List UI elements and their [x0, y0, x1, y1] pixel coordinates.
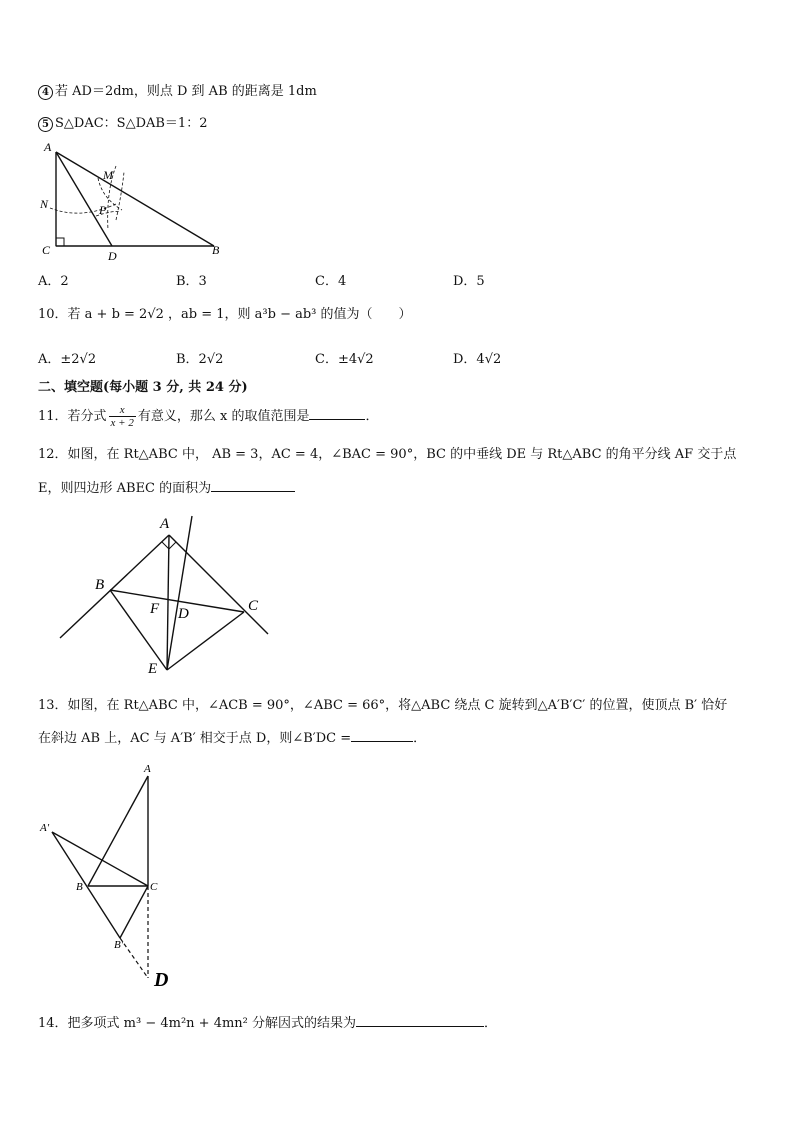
q9-figure: [36, 136, 236, 266]
q12-label-d: D: [178, 606, 189, 622]
q9-item-4-text: 若 AD＝2dm，则点 D 到 AB 的距离是 1dm: [55, 84, 317, 99]
q9-label-a: A: [44, 140, 52, 154]
q11-end: ．: [365, 409, 379, 424]
q9-label-m: M: [103, 168, 113, 182]
q13-label-b: B: [76, 881, 83, 893]
q13-end: ．: [413, 731, 427, 746]
q9-item-4: [38, 83, 317, 101]
q9-option-d[interactable]: D．5: [453, 274, 485, 289]
q12-line-2: [38, 479, 295, 498]
q9-item-5: [38, 115, 207, 133]
q11-denominator: x + 2: [110, 417, 134, 429]
q9-label-n: N: [40, 197, 49, 211]
q13-answer-blank[interactable]: [351, 729, 413, 742]
q13-line-2-text: 在斜边 AB 上，AC 与 A′B′ 相交于点 D，则∠B′DC =: [38, 731, 352, 746]
q12-label-e: E: [148, 661, 158, 677]
q11-numerator: x: [109, 404, 136, 417]
q9-option-a[interactable]: A．2: [38, 274, 69, 289]
q13-line-2: [38, 729, 426, 748]
q11: [38, 404, 378, 430]
q13-figure: [36, 758, 196, 992]
q11-answer-blank[interactable]: [309, 407, 365, 420]
circled-number: 4: [38, 85, 53, 100]
q14-text: 14．把多项式 m³ − 4m²n + 4mn² 分解因式的结果为: [38, 1016, 357, 1031]
q14-end: ．: [484, 1016, 498, 1031]
q12-label-c: C: [248, 598, 259, 614]
q10-option-a[interactable]: A．±2√2: [38, 352, 97, 367]
q10-option-d[interactable]: D．4√2: [453, 352, 502, 367]
q9-item-5-text: S△DAC：S△DAB＝1：2: [55, 116, 208, 131]
q9-label-d: D: [108, 249, 117, 263]
q9-label-c: C: [42, 243, 51, 257]
q10-stem: 10．若 a + b = 2√2 ，ab = 1，则 a³b − ab³ 的值为（ ）: [38, 307, 412, 322]
q12-figure: [50, 508, 280, 678]
q12-label-b: B: [95, 577, 105, 593]
q9-option-b[interactable]: B．3: [176, 274, 207, 289]
q12-label-f: F: [150, 601, 160, 617]
circled-number: 5: [38, 117, 53, 132]
q12-label-a: A: [160, 516, 170, 532]
q13-label-b-prime: B′: [114, 939, 124, 951]
q13-label-a: A: [144, 763, 151, 775]
q12-answer-blank[interactable]: [211, 479, 295, 492]
q9-label-b: B: [212, 243, 220, 257]
q12-line-2-text: E，则四边形 ABEC 的面积为: [38, 481, 212, 496]
q9-label-p: P: [99, 203, 107, 217]
q13-label-d: D: [154, 969, 169, 991]
q12-line-1: 12．如图，在 Rt△ABC 中， AB = 3，AC = 4，∠BAC = 90°，BC 的中垂线 DE 与 Rt△ABC 的角平分线 AF 交于点: [38, 447, 737, 462]
q13-line-1: 13．如图，在 Rt△ABC 中，∠ACB = 90°，∠ABC = 66°，将△ABC 绕点 C 旋转到△A′B′C′ 的位置，使顶点 B′ 恰好: [38, 698, 728, 713]
q13-label-a-prime: A′: [40, 822, 50, 834]
q9-option-c[interactable]: C．4: [315, 274, 347, 289]
q13-label-c: C: [150, 881, 158, 893]
q14-answer-blank[interactable]: [356, 1014, 484, 1027]
q11-fraction: [109, 404, 136, 429]
q11-post: 有意义，那么 x 的取值范围是: [137, 409, 310, 424]
q10-option-b[interactable]: B．2√2: [176, 352, 224, 367]
section-title: 二、填空题(每小题 3 分, 共 24 分): [38, 380, 248, 395]
q10-option-c[interactable]: C．±4√2: [315, 352, 374, 367]
q11-pre: 11．若分式: [38, 409, 107, 424]
q14: [38, 1014, 497, 1033]
